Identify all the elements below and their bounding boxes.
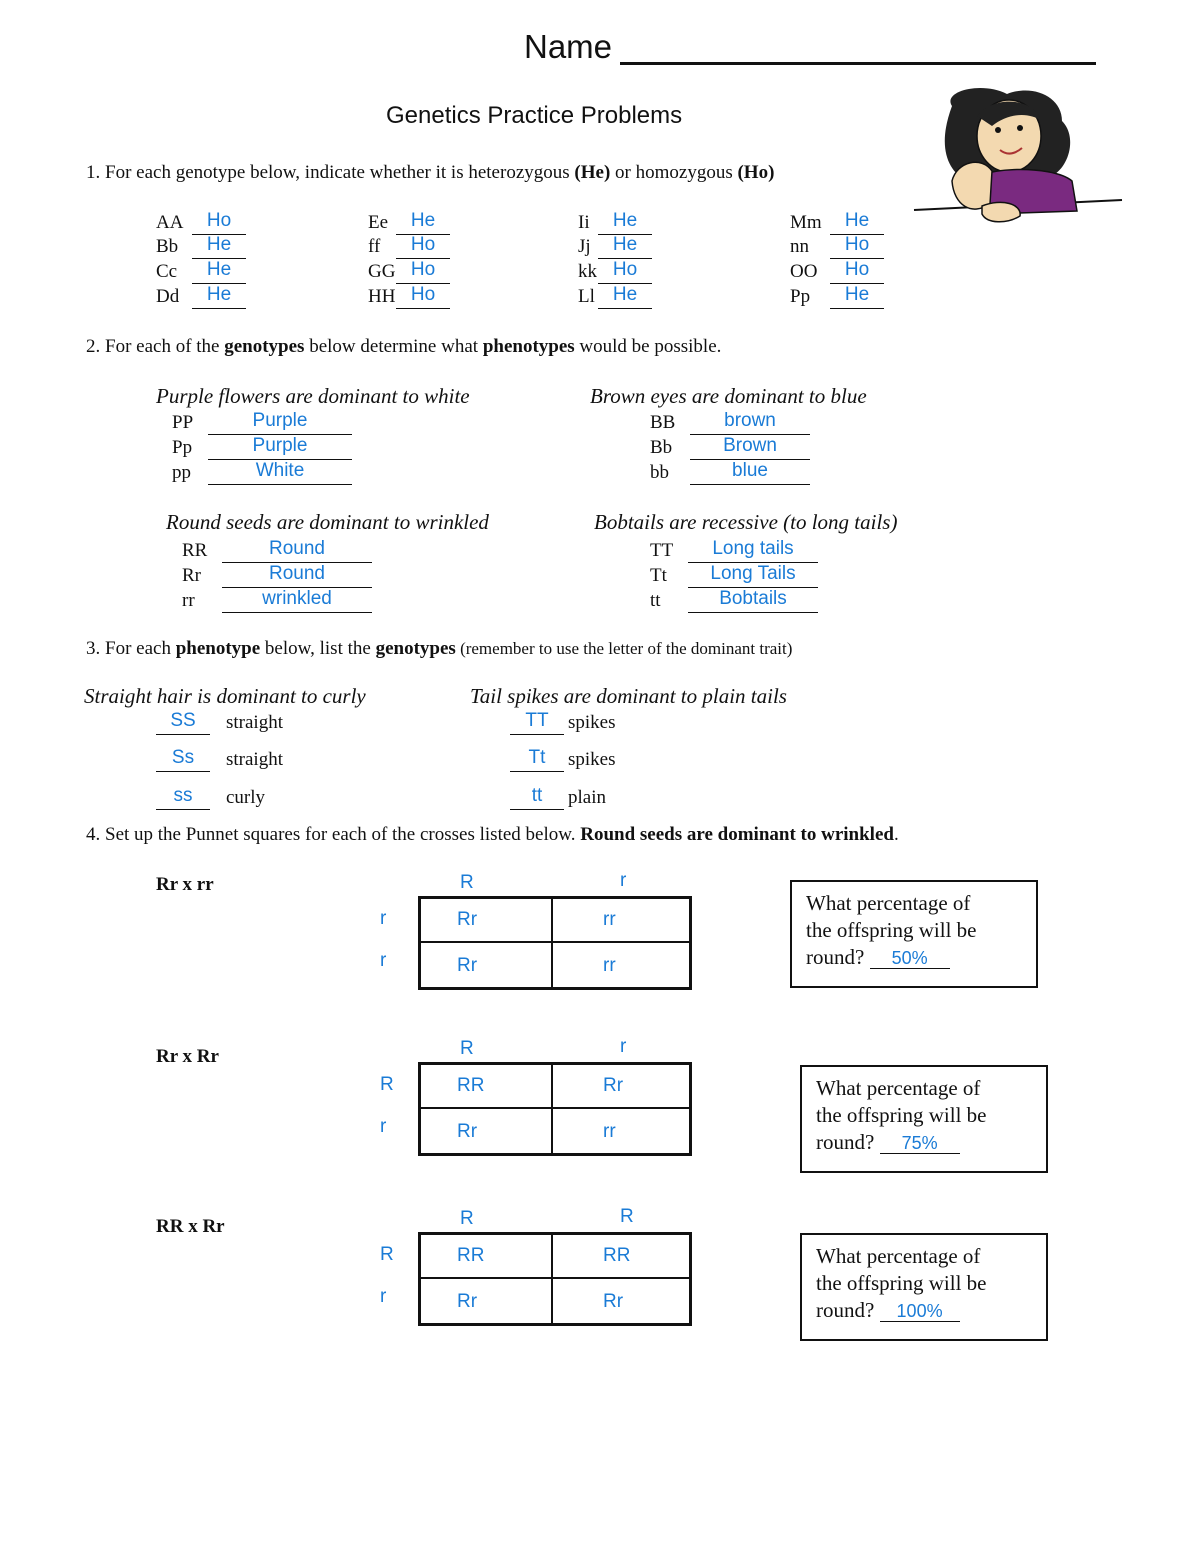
offspring-genotype: RR [457, 1075, 485, 1096]
question-line [816, 1129, 1032, 1156]
offspring-genotype: Rr [603, 1075, 624, 1096]
percentage-answer[interactable]: 75% [880, 1133, 960, 1154]
q4-prompt: 4. Set up the Punnet squares for each of the crosses listed below. Round seeds are dominant to wrinkled. [86, 824, 899, 845]
question-line [816, 1297, 1032, 1324]
question-line [806, 944, 1022, 971]
phenotype-answer[interactable]: wrinkled [222, 588, 372, 613]
phenotype-label: spikes [568, 749, 616, 770]
percentage-question-box [800, 1233, 1048, 1341]
question-line: What percentage of [806, 891, 971, 915]
genotype-label: OO [790, 261, 818, 282]
genotype-label: Ii [578, 212, 590, 233]
zygosity-answer[interactable]: He [598, 234, 652, 259]
genotype-label: HH [368, 286, 396, 307]
genotype-label: Mm [790, 212, 822, 233]
punnett-square [418, 1232, 692, 1326]
phenotype-label: straight [226, 712, 283, 733]
genotype-label: Rr [182, 565, 201, 586]
punnett-side-allele: r [380, 908, 387, 929]
thinking-girl-illustration [912, 86, 1132, 238]
genotype-answer[interactable]: ss [156, 785, 210, 810]
genotype-label: RR [182, 540, 208, 561]
punnett-top-allele: R [460, 1208, 474, 1229]
punnett-top-allele: R [460, 872, 474, 893]
offspring-genotype: rr [603, 909, 616, 930]
punnett-side-allele: R [380, 1244, 394, 1265]
cross-label: RR x Rr [156, 1216, 225, 1237]
punnett-top-allele: r [620, 1036, 627, 1057]
genotype-label: PP [172, 412, 194, 433]
phenotype-answer[interactable]: Round [222, 538, 372, 563]
genotype-answer[interactable]: TT [510, 710, 564, 735]
genotype-label: Ee [368, 212, 389, 233]
punnett-top-allele: R [620, 1206, 634, 1227]
q1-prompt: 1. For each genotype below, indicate whether it is heterozygous (He) or homozygous (Ho) [86, 162, 775, 183]
zygosity-answer[interactable]: Ho [598, 259, 652, 284]
genotype-label: Cc [156, 261, 178, 282]
zygosity-answer[interactable]: Ho [830, 259, 884, 284]
genotype-label: pp [172, 462, 191, 483]
genotype-label: nn [790, 236, 809, 257]
offspring-genotype: rr [603, 1121, 616, 1142]
zygosity-answer[interactable]: He [192, 284, 246, 309]
genotype-answer[interactable]: Ss [156, 747, 210, 772]
zygosity-answer[interactable]: Ho [396, 259, 450, 284]
genotype-label: Jj [578, 236, 591, 257]
q3-prompt: 3. For each phenotype below, list the genotypes (remember to use the letter of the dominant trait) [86, 638, 793, 659]
percentage-question-box [790, 880, 1038, 988]
punnett-cell[interactable] [552, 1064, 690, 1108]
genotype-label: Ll [578, 286, 595, 307]
genotype-label: kk [578, 261, 597, 282]
genotype-label: GG [368, 261, 396, 282]
phenotype-answer[interactable]: Long Tails [688, 563, 818, 588]
zygosity-answer[interactable]: He [830, 210, 884, 235]
genotype-label: tt [650, 590, 661, 611]
punnett-cell[interactable] [420, 1108, 552, 1154]
q2-prompt: 2. For each of the genotypes below determine what phenotypes would be possible. [86, 336, 722, 357]
phenotype-answer[interactable]: Long tails [688, 538, 818, 563]
genotype-label: Dd [156, 286, 180, 307]
question-line: the offspring will be [816, 1103, 987, 1127]
phenotype-answer[interactable]: brown [690, 410, 810, 435]
phenotype-answer[interactable]: Purple [208, 410, 352, 435]
zygosity-answer[interactable]: Ho [396, 284, 450, 309]
genotype-label: Bb [156, 236, 179, 257]
punnett-cell[interactable] [420, 1064, 552, 1108]
offspring-genotype: Rr [457, 1121, 478, 1142]
punnett-top-allele: r [620, 870, 627, 891]
question-round-label: round? [816, 1130, 880, 1154]
phenotype-answer[interactable]: blue [690, 460, 810, 485]
punnett-top-allele: R [460, 1038, 474, 1059]
question-line: the offspring will be [816, 1271, 987, 1295]
genotype-answer[interactable]: Tt [510, 747, 564, 772]
offspring-genotype: Rr [457, 909, 478, 930]
punnett-cell[interactable] [552, 942, 690, 988]
genotype-label: Pp [790, 286, 811, 307]
cross-label: Rr x Rr [156, 1046, 219, 1067]
zygosity-answer[interactable]: Ho [830, 234, 884, 259]
zygosity-answer[interactable]: He [396, 210, 450, 235]
punnett-square [418, 896, 692, 990]
genotype-label: bb [650, 462, 669, 483]
zygosity-answer[interactable]: Ho [396, 234, 450, 259]
trait-rule-title: Straight hair is dominant to curly [84, 684, 366, 708]
trait-rule-title: Purple flowers are dominant to white [156, 384, 470, 408]
zygosity-answer[interactable]: He [598, 284, 652, 309]
genotype-label: TT [650, 540, 674, 561]
cross-label: Rr x rr [156, 874, 214, 895]
punnett-square [418, 1062, 692, 1156]
phenotype-answer[interactable]: Brown [690, 435, 810, 460]
genotype-label: ff [368, 236, 381, 257]
trait-rule-title: Bobtails are recessive (to long tails) [594, 510, 898, 534]
zygosity-answer[interactable]: He [598, 210, 652, 235]
question-round-label: round? [816, 1298, 880, 1322]
trait-rule-title: Tail spikes are dominant to plain tails [470, 684, 787, 708]
question-line: the offspring will be [806, 918, 977, 942]
offspring-genotype: Rr [457, 1291, 478, 1312]
percentage-answer[interactable]: 50% [870, 948, 950, 969]
punnett-side-allele: R [380, 1074, 394, 1095]
offspring-genotype: Rr [457, 955, 478, 976]
question-line: What percentage of [816, 1244, 981, 1268]
offspring-genotype: RR [457, 1245, 485, 1266]
page-title: Genetics Practice Problems [386, 102, 683, 129]
punnett-side-allele: r [380, 950, 387, 971]
trait-rule-title: Round seeds are dominant to wrinkled [166, 510, 489, 534]
zygosity-answer[interactable]: Ho [192, 210, 246, 235]
offspring-genotype: rr [603, 955, 616, 976]
punnett-side-allele: r [380, 1286, 387, 1307]
punnett-cell[interactable] [420, 942, 552, 988]
genotype-label: Tt [650, 565, 667, 586]
offspring-genotype: Rr [603, 1291, 624, 1312]
punnett-cell[interactable] [552, 898, 690, 942]
zygosity-answer[interactable]: He [192, 234, 246, 259]
phenotype-answer[interactable]: Round [222, 563, 372, 588]
punnett-cell[interactable] [420, 898, 552, 942]
phenotype-label: straight [226, 749, 283, 770]
question-line: What percentage of [816, 1076, 981, 1100]
phenotype-answer[interactable]: White [208, 460, 352, 485]
percentage-answer[interactable]: 100% [880, 1301, 960, 1322]
trait-rule-title: Brown eyes are dominant to blue [590, 384, 867, 408]
genotype-answer[interactable]: tt [510, 785, 564, 810]
punnett-cell[interactable] [420, 1234, 552, 1278]
genotype-label: Pp [172, 437, 193, 458]
phenotype-answer[interactable]: Bobtails [688, 588, 818, 613]
zygosity-answer[interactable]: He [830, 284, 884, 309]
offspring-genotype: RR [603, 1245, 631, 1266]
genotype-label: Bb [650, 437, 673, 458]
genotype-label: BB [650, 412, 676, 433]
name-field-line[interactable] [620, 62, 1096, 65]
genotype-label: rr [182, 590, 195, 611]
punnett-cell[interactable] [552, 1278, 690, 1324]
punnett-cell[interactable] [552, 1234, 690, 1278]
phenotype-label: spikes [568, 712, 616, 733]
punnett-cell[interactable] [552, 1108, 690, 1154]
genotype-label: AA [156, 212, 184, 233]
genotype-answer[interactable]: SS [156, 710, 210, 735]
phenotype-answer[interactable]: Purple [208, 435, 352, 460]
phenotype-label: curly [226, 787, 266, 808]
punnett-cell[interactable] [420, 1278, 552, 1324]
phenotype-label: plain [568, 787, 606, 808]
punnett-side-allele: r [380, 1116, 387, 1137]
question-round-label: round? [806, 945, 870, 969]
name-label: Name [524, 28, 613, 65]
percentage-question-box [800, 1065, 1048, 1173]
zygosity-answer[interactable]: He [192, 259, 246, 284]
